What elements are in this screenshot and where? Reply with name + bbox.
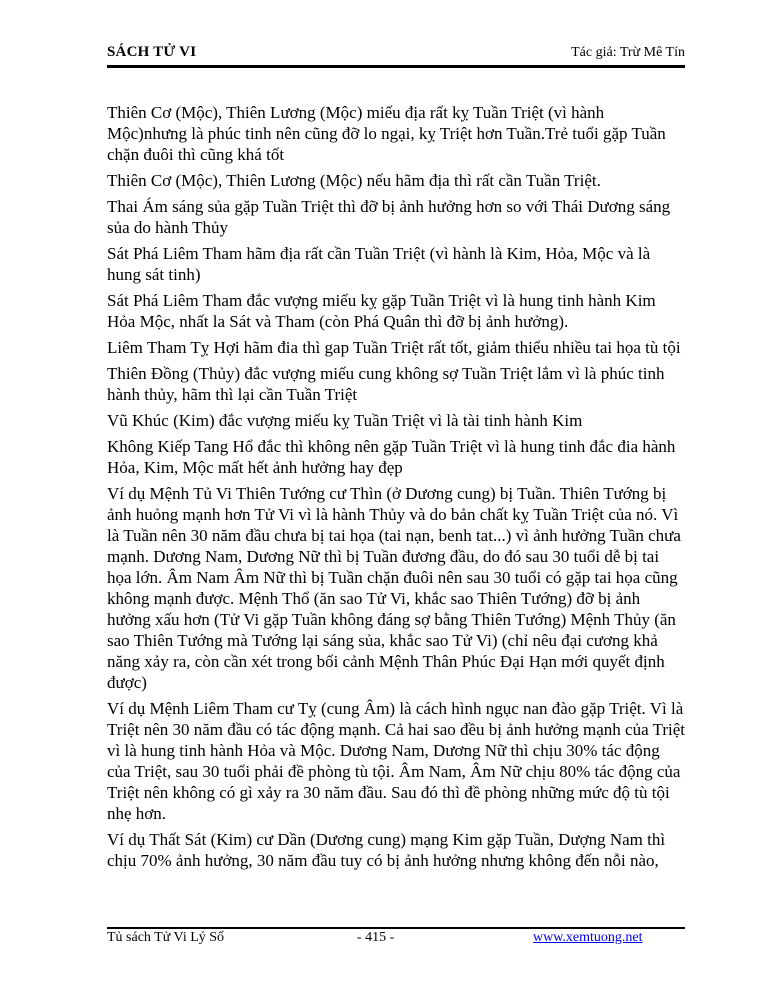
footer-series-title: Tủ sách Tử Vi Lý Số xyxy=(107,930,225,945)
footer-divider xyxy=(107,927,685,929)
page-body xyxy=(107,102,687,876)
page-number: - 415 - xyxy=(357,930,395,945)
book-title: SÁCH TỬ VI xyxy=(107,44,197,60)
paragraph: Ví dụ Thất Sát (Kim) cư Dần (Dương cung) mạng Kim gặp Tuần, Dượng Nam thì chịu 70% ảnh hưởng, 30 năm đầu tuy có bị ảnh hưởng nhưng không đến nỗi nào, xyxy=(107,830,666,870)
paragraph: Sát Phá Liêm Tham đắc vượng miếu kỵ gặp Tuần Triệt vì là hung tinh hành Kim Hỏa Mộc, nhất la Sát và Tham (còn Phá Quân thì đỡ bị ảnh hưởng). xyxy=(107,291,656,331)
paragraph: Sát Phá Liêm Tham hãm địa rất cần Tuần Triệt (vì hành là Kim, Hỏa, Mộc và là hung sát tinh) xyxy=(107,244,651,284)
header-divider xyxy=(107,65,685,68)
page-header xyxy=(107,44,685,66)
author-label: Tác giả: Trừ Mê Tín xyxy=(571,45,685,60)
paragraph: Thiên Cơ (Mộc), Thiên Lương (Mộc) miếu địa rất kỵ Tuần Triệt (vì hành Mộc)nhưng là phúc tinh nên cũng đỡ lo ngại, kỵ Triệt hơn Tuần.Trẻ tuổi gặp Tuần chặn đuôi thì cũng khá tốt xyxy=(107,103,666,164)
paragraph: Thai Ám sáng sủa gặp Tuần Triệt thì đỡ bị ảnh hưởng hơn so với Thái Dương sáng sủa do hành Thủy xyxy=(107,197,671,237)
paragraph: Thiên Cơ (Mộc), Thiên Lương (Mộc) nếu hãm địa thì rất cần Tuần Triệt. xyxy=(107,171,601,190)
website-link[interactable]: www.xemtuong.net xyxy=(533,930,643,945)
paragraph: Ví dụ Mệnh Liêm Tham cư Tỵ (cung Âm) là cách hình ngục nan đào gặp Triệt. Vì là Triệt nên 30 năm đầu có tác động mạnh. Cả hai sao đều bị ảnh hưởng mạnh của Triệt vì là hung tinh hành Hỏa và Mộc. Dương Nam, Dương Nữ thì chịu 30% tác động của Triệt, sau 30 tuổi phải đề phòng tù tội. Âm Nam, Âm Nữ chịu 80% tác động của Triệt nên không có gì xảy ra 30 năm đầu. Sau đó thì đề phòng những mức độ tù tội nhẹ hơn. xyxy=(107,699,685,823)
paragraph: Không Kiếp Tang Hổ đắc thì không nên gặp Tuần Triệt vì là hung tinh đắc đia hành Hỏa, Kim, Mộc mất hết ảnh hưởng hay đẹp xyxy=(107,437,676,477)
paragraph: Thiên Đồng (Thủy) đắc vượng miếu cung không sợ Tuần Triệt lắm vì là phúc tinh hành thủy, hãm thì lại cần Tuần Triệt xyxy=(107,364,665,404)
paragraph: Liêm Tham Tỵ Hợi hãm đia thì gap Tuần Triệt rất tốt, giảm thiểu nhiều tai họa tù tội xyxy=(107,338,681,357)
paragraph: Vũ Khúc (Kim) đắc vượng miếu kỵ Tuần Triệt vì là tài tinh hành Kim xyxy=(107,411,583,430)
paragraph: Ví dụ Mệnh Tủ Vi Thiên Tướng cư Thìn (ở Dương cung) bị Tuần. Thiên Tướng bị ảnh huỏng mạnh hơn Tử Vi vì là hành Thủy và do bản chất kỵ Tuần Triệt của nó. Vì là Tuần nên 30 năm đầu chưa bị tai họa (tai nạn, benh tat...) vì ảnh hưởng Tuần chưa mạnh. Dương Nam, Dương Nữ thì bị Tuần đương đầu, do đó sau 30 tuổi dễ bị tai họa lớn. Âm Nam Âm Nữ thì bị Tuần chặn đuôi nên sau 30 tuổi có gặp tai họa cũng không mạnh được. Mệnh Thổ (ăn sao Tử Vi, khắc sao Thiên Tướng) đỡ bị ảnh hưởng xấu hơn (Tử Vi gặp Tuần không đáng sợ bằng Thiên Tướng) Mệnh Thủy (ăn sao Thiên Tướng mà Tướng lại sáng sủa, khắc sao Tử Vi) (chỉ nêu đại cương khả năng xảy ra, còn cần xét trong bối cảnh Mệnh Thân Phúc Đại Hạn mới quyết định được) xyxy=(107,484,681,692)
